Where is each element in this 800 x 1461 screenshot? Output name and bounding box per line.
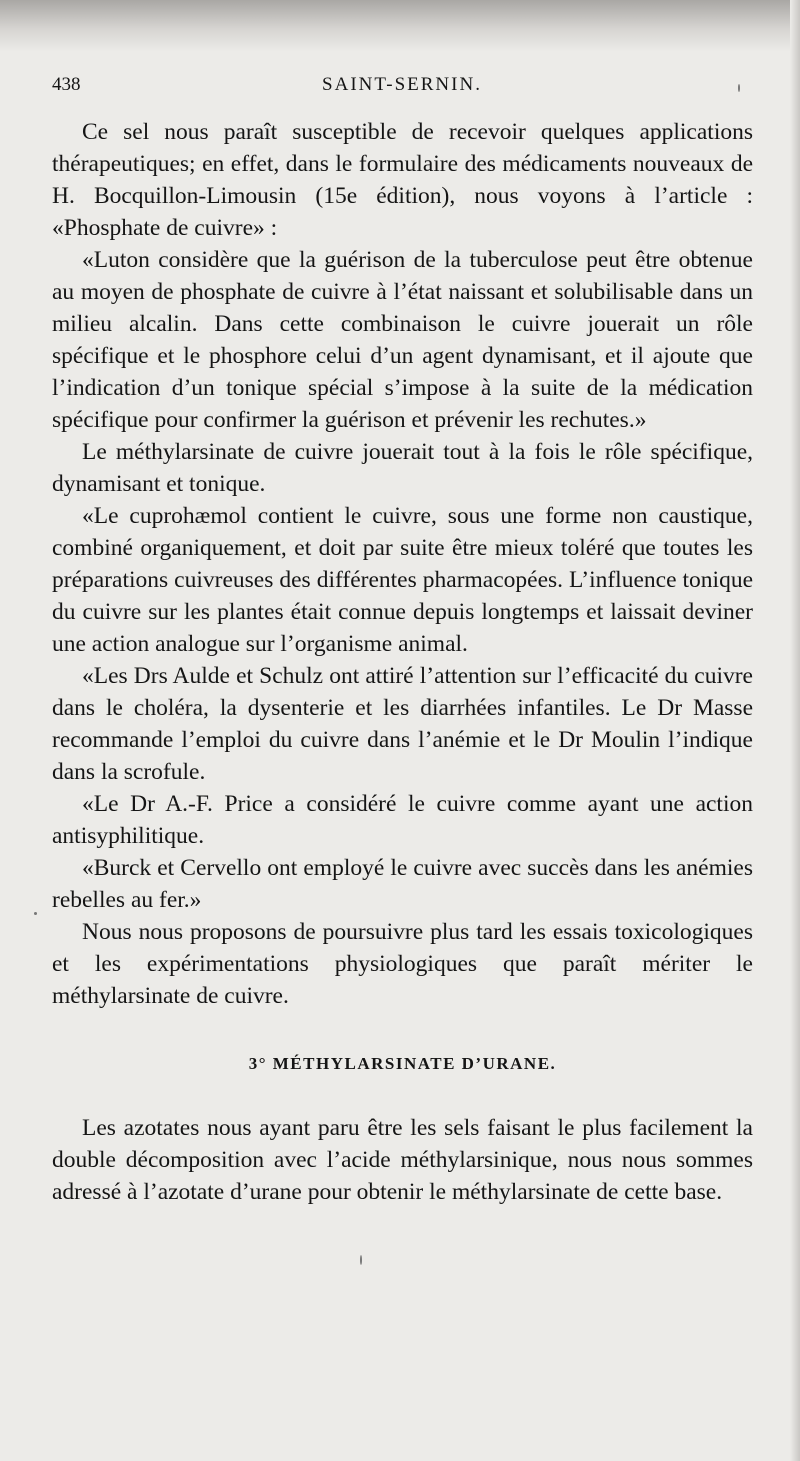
quoted-paragraph: «Le cuprohæmol contient le cuivre, sous une forme non caustique, combiné organiquement, et doit par suite être mieux toléré que toutes les préparations cuivreuses des différentes pharmacopées. L’influence tonique du cuivre sur les plantes était connue depuis longtemps et laissait deviner une action analogue sur l’organisme animal. xyxy=(52,503,753,657)
scan-speck xyxy=(360,1255,362,1265)
scan-right-shadow xyxy=(790,0,800,1461)
paragraph: Nous nous proposons de poursuivre plus tard les essais toxicologiques et les expérimentations physiologiques que paraît mériter le méthylarsinate de cuivre. xyxy=(52,919,753,1009)
scan-speck xyxy=(34,912,37,915)
quoted-paragraph: «Le Dr A.-F. Price a considéré le cuivre comme ayant une action antisyphilitique. xyxy=(52,791,753,849)
body-text xyxy=(52,116,753,1208)
quoted-paragraph: «Luton considère que la guérison de la tuberculose peut être obtenue au moyen de phosphate de cuivre à l’état naissant et solubilisable dans un milieu alcalin. Dans cette combinaison le cuivre jouerait un rôle spécifique et le phosphore celui d’un agent dynamisant, et il ajoute que l’indication d’un tonique spécial s’impose à la suite de la médication spécifique pour confirmer la guérison et prévenir les rechutes.» xyxy=(52,247,753,433)
running-head: SAINT-SERNIN. xyxy=(322,74,482,95)
quoted-paragraph: «Burck et Cervello ont employé le cuivre avec succès dans les anémies rebelles au fer.» xyxy=(52,855,753,913)
scan-top-shadow xyxy=(0,0,800,52)
section-heading: 3° MÉTHYLARSINATE D’URANE. xyxy=(248,1054,557,1073)
page-header xyxy=(52,74,752,104)
scan-speck xyxy=(738,84,740,92)
quoted-paragraph: «Les Drs Aulde et Schulz ont attiré l’attention sur l’efficacité du cuivre dans le choléra, la dysenterie et les diarrhées infantiles. Le Dr Masse recommande l’emploi du cuivre dans l’anémie et le Dr Moulin l’indique dans la scrofule. xyxy=(52,663,753,785)
page-number: 438 xyxy=(52,74,81,95)
paragraph: Les azotates nous ayant paru être les sels faisant le plus facilement la double décomposition avec l’acide méthylarsinique, nous nous sommes adressé à l’azotate d’urane pour obtenir le méthylarsinate de cette base. xyxy=(52,1115,753,1205)
paragraph: Le méthylarsinate de cuivre jouerait tout à la fois le rôle spécifique, dynamisant et tonique. xyxy=(52,439,753,497)
paragraph: Ce sel nous paraît susceptible de recevoir quelques applications thérapeutiques; en effet, dans le formulaire des médicaments nouveaux de H. Bocquillon-Limousin (15e édition), nous voyons à l’article : «Phosphate de cuivre» : xyxy=(52,119,753,241)
